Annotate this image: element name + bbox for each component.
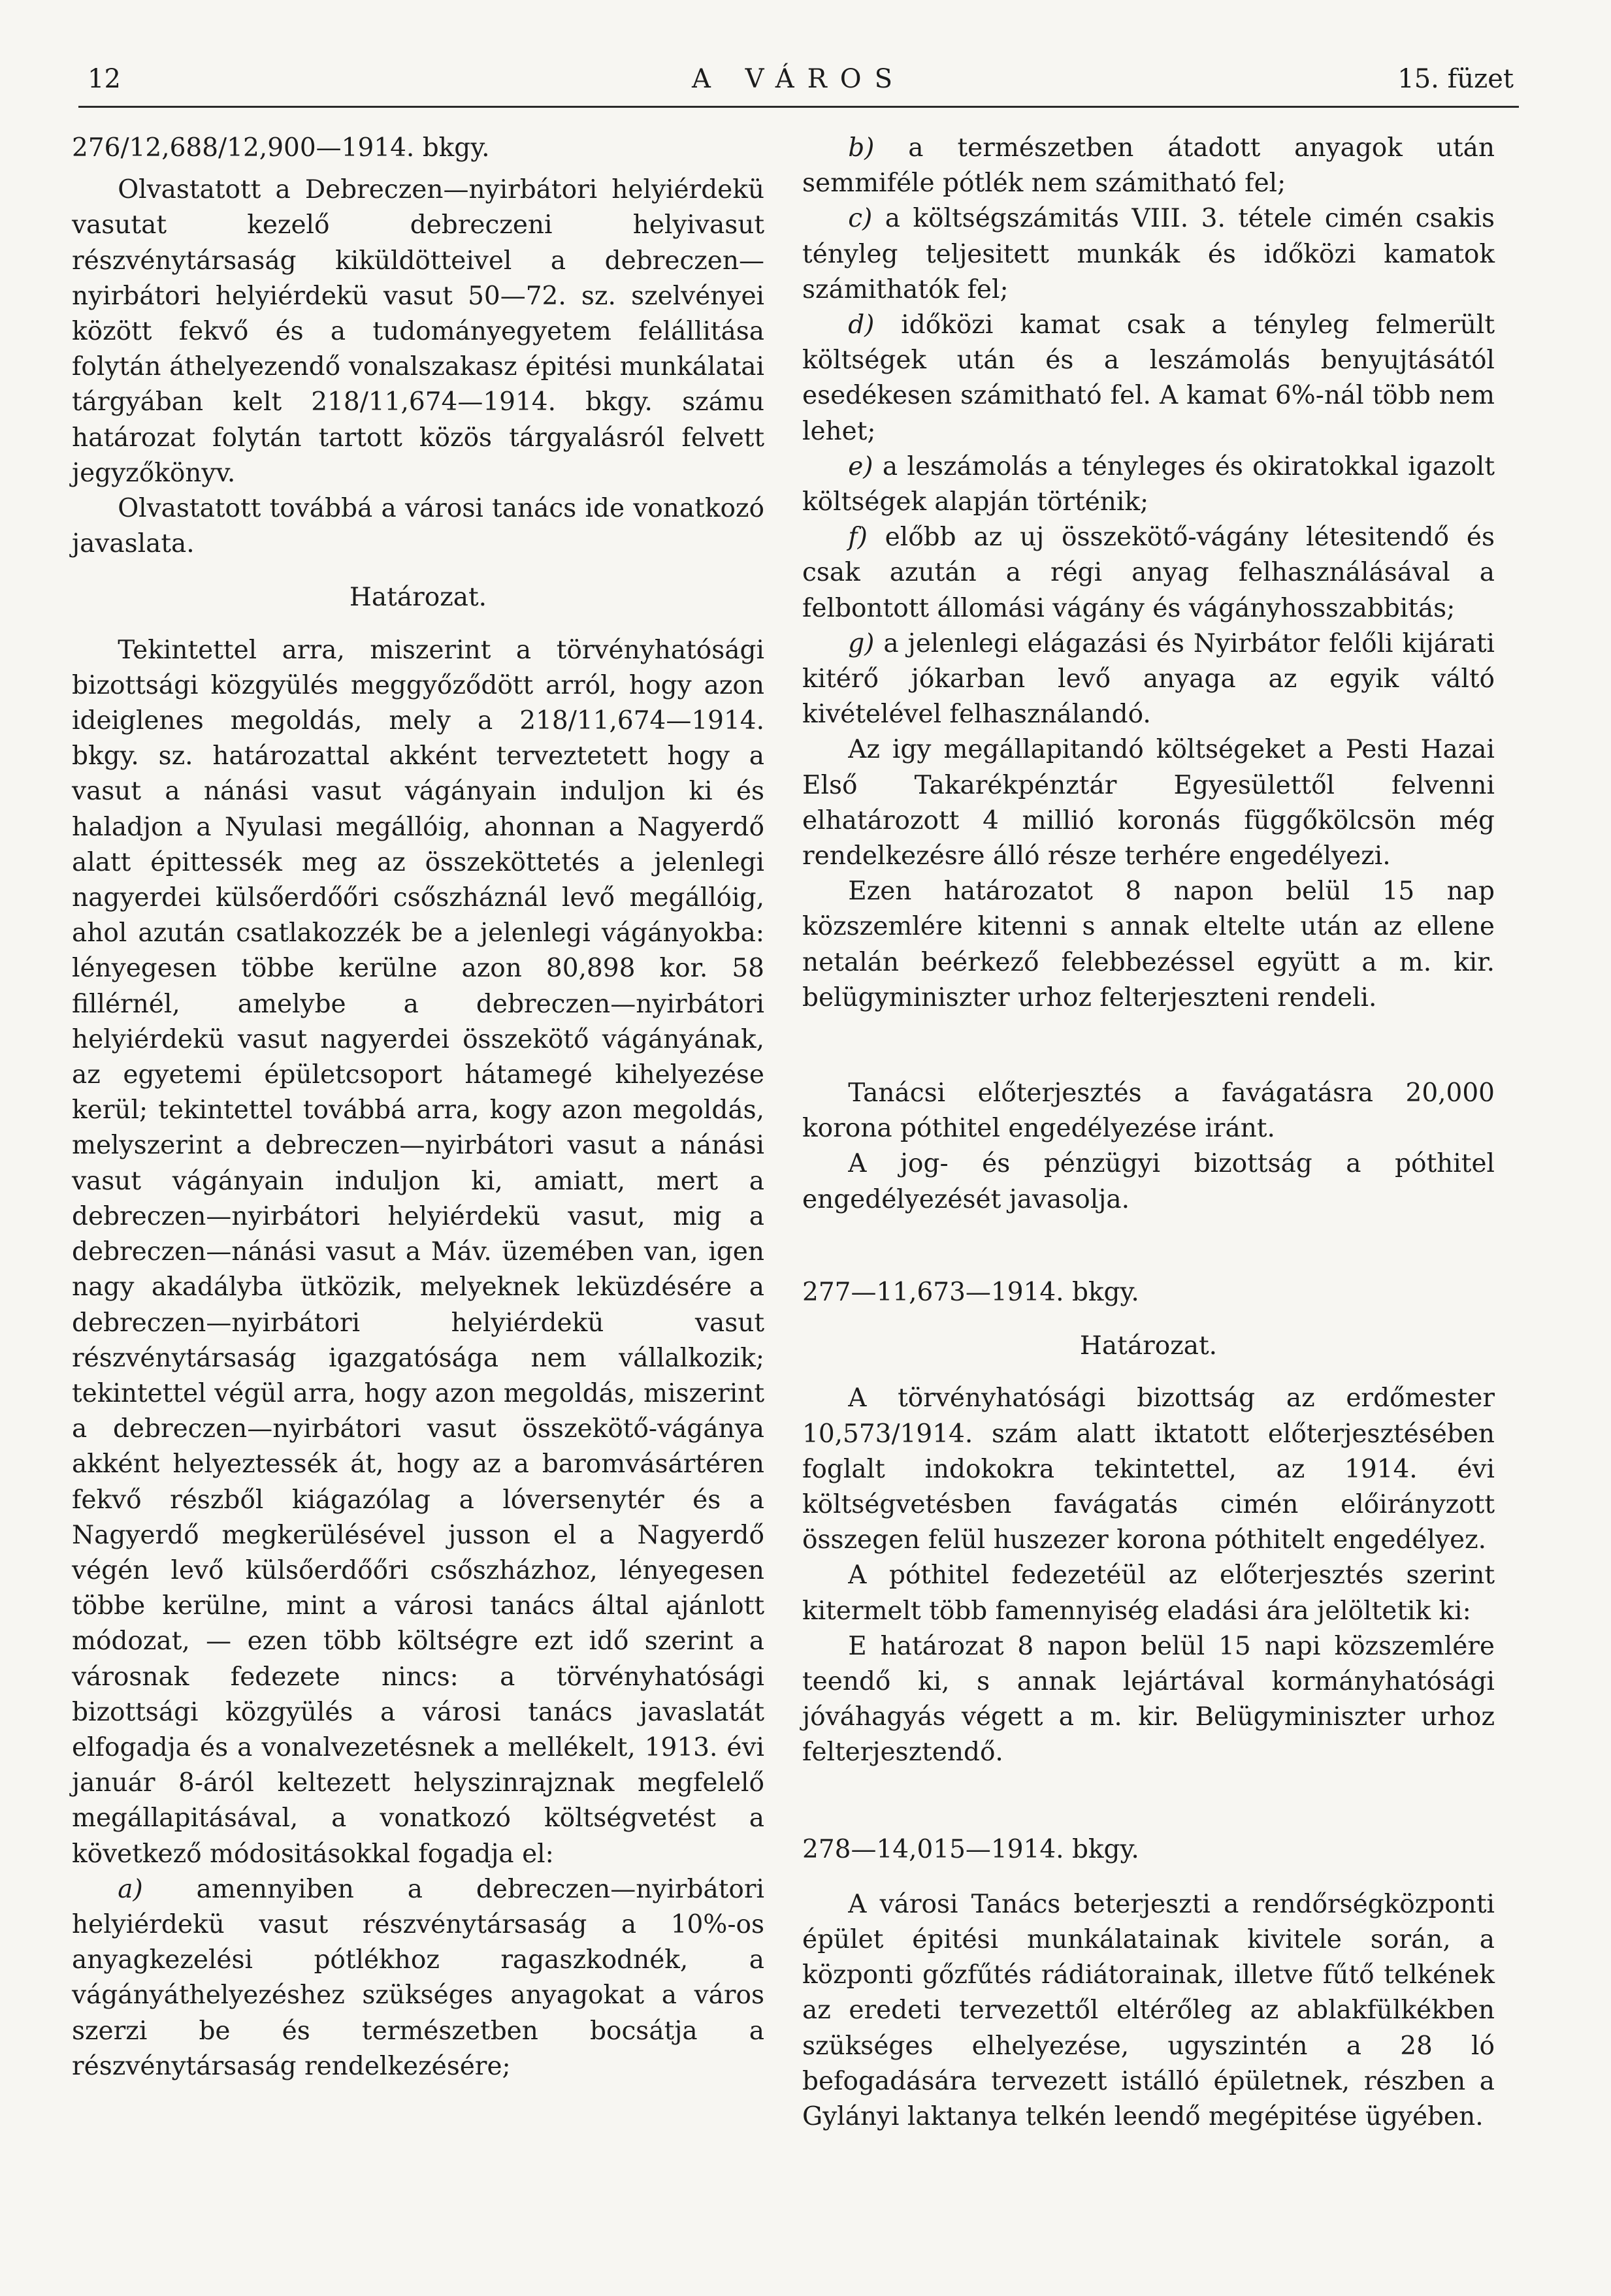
resolution-reference-276: 276/12,688/12,900—1914. bkgy. [72,133,490,163]
item-label: e) [848,451,873,481]
paragraph: E határozat 8 napon belül 15 napi közszemlére teendő ki, s annak lejártával kormányhatósági jóváhagyás végett a m. kir. Belügyminiszter urhoz felterjesztendő. [802,1631,1495,1768]
list-item-d [802,308,1495,449]
item-text: időközi kamat csak a tényleg felmerült költségek után és a leszámolás benyujtásától esedékesen számitható fel. A kamat 6%-nál több nem lehet; [802,310,1495,446]
paragraph: A városi Tanács beterjeszti a rendőrségközponti épület épitési munkálatainak kivitele során, a központi gőzfűtés rádiátorainak, illetve fűtő telkének az eredeti tervezettől eltérőleg az ablakfülkékben szükséges elhelyezése, ugyszintén a 28 ló befogadására tervezett istálló épületnek, részben a Gylányi laktanya telkén leendő megépitése ügyében. [802,1889,1495,2131]
list-item-c [802,201,1495,308]
item-text: előbb az uj összekötő-vágány létesitendő és csak azután a régi anyag felhasználásával a felbontott állomási vágány és vágányhosszabbitás; [802,523,1495,623]
left-column [72,131,764,2084]
item-text: a költségszámitás VIII. 3. tétele cimén csakis tényleg teljesitett munkák és időközi kamatok számithatók fel; [802,204,1495,304]
paragraph: A törvényhatósági bizottság az erdőmester 10,573/1914. szám alatt iktatott előterjesztésében foglalt indokokra tekintettel, az 1914. évi költségvetésben favágatás cimén előirányzott összegen felül huszezer korona póthitelt engedélyez. [802,1383,1495,1555]
item-text: a jelenlegi elágazási és Nyirbátor felőli kijárati kitérő jókarban levő anyaga az egyik váltó kivételével felhasználandó. [802,628,1495,730]
paragraph: Tekintettel arra, miszerint a törvényhatósági bizottsági közgyülés meggyőződött arról, hogy azon ideiglenes megoldás, mely a 218/11,674—1914. bkgy. sz. határozattal akként terveztetett hogy a vasut a nánási vasut vágányain induljon ki és haladjon a Nyulasi megállóig, ahonnan a Nagyerdő alatt épittessék meg az összeköttetés a jelenlegi nagyerdei külsőerdőőri csőszháznál levő megállóig, ahol azután csatlakozzék be a jelenlegi vágányokba: lényegesen többe kerülne azon 80,898 kor. 58 fillérnél, amelybe a debreczen—nyirbátori helyiérdekü vasut nagyerdei összekötő vágányának, az egyetemi épületcsoport hátamegé kihelyezése kerül; tekintettel továbbá arra, kogy azon megoldás, melyszerint a debreczen—nyirbátori vasut a nánási vasut vágányain induljon ki, amiatt, mert a debreczen—nyirbátori helyiérdekü vasut, mig a debreczen—nánási vasut a Máv. üzemében van, igen nagy akadályba ütközik, melyeknek leküzdésére a debreczen—nyirbátori helyiérdekü vasut részvénytársaság igazgatósága nem vállalkozik; tekintettel végül arra, hogy azon megoldás, miszerint a debreczen—nyirbátori vasut összekötő-vágánya akként helyeztessék át, hogy az a baromvásártéren fekvő részből kiágazólag a lóversenytér és a Nagyerdő megkerülésével jusson el a Nagyerdő végén levő külsőerdőőri csőszházhoz, lényegesen többe kerülne, mint a városi tanács által ajánlott módozat, — ezen több költségre ezt idő szerint a városnak fedezete nincs: a törvényhatósági bizottsági közgyülés a városi tanács javaslatát elfogadja és a vonalvezetésnek a mellékelt, 1913. évi január 8-áról keltezett helyszinrajznak megfelelő megállapitásával, a vonatkozó költségvetést a következő módositásokkal fogadja el: [72,635,764,1869]
resolution-reference-277: 277—11,673—1914. bkgy. [802,1277,1139,1307]
item-text: amennyiben a debreczen—nyirbátori helyiérdekü vasut részvénytársaság a 10%-os anyagkezelési pótlékhoz ragaszkodnék, a vágányáthelyezéshez szükséges anyagokat a város szerzi be és természetben bocsátja a részvénytársaság rendelkezésére; [72,1874,764,2081]
item-label: f) [848,523,868,553]
list-item-g [802,626,1495,733]
section-heading: Határozat. [349,583,487,613]
page-header [78,60,1519,108]
paragraph: Olvastatott továbbá a városi tanács ide vonatkozó javaslata. [72,494,764,559]
paragraph: A jog- és pénzügyi bizottság a póthitel engedélyezését javasolja. [802,1149,1495,1214]
right-column [802,131,1495,2135]
paragraph: Ezen határozatot 8 napon belül 15 nap közszemlére kitenni s annak eltelte után az ellene netalán beérkező felebbezéssel együtt a m. kir. belügyminiszter urhoz felterjeszteni rendeli. [802,877,1495,1012]
item-label: d) [848,310,875,340]
list-item-a [72,1872,764,2084]
list-item-e [802,449,1495,520]
item-label: g) [848,628,875,658]
list-item-b [802,131,1495,201]
paragraph: A póthitel fedezetéül az előterjesztés szerint kitermelt több famennyiség eladási ára jelöltetik ki: [802,1560,1495,1626]
resolution-reference-278: 278—14,015—1914. bkgy. [802,1834,1139,1864]
issue-number: 15. füzet [1397,64,1514,94]
item-label: a) [118,1874,143,1904]
paragraph: Tanácsi előterjesztés a favágatásra 20,000 korona póthitel engedélyezése iránt. [802,1078,1495,1144]
section-heading: Határozat. [1079,1331,1218,1361]
paragraph: Az igy megállapitandó költségeket a Pesti Hazai Első Takarékpénztár Egyesülettől felvenni elhatározott 4 millió koronás függőkölcsön még rendelkezésre álló része terhére engedélyezi. [802,735,1495,871]
paragraph: Olvastatott a Debreczen—nyirbátori helyiérdekü vasutat kezelő debreczeni helyivasut részvénytársaság kiküldötteivel a debreczen—nyirbátori helyiérdekü vasut 50—72. sz. szelvényei között fekvő és a tudományegyetem felállitása folytán áthelyezendő vonalszakasz épitési munkálatai tárgyában kelt 218/11,674—1914. bkgy. számu határozat folytán tartott közös tárgyalásról felvett jegyzőkönyv. [72,175,764,488]
list-item-f [802,520,1495,626]
item-label: c) [848,204,873,234]
journal-title: A VÁROS [692,64,905,94]
item-label: b) [848,133,875,163]
item-text: a leszámolás a tényleges és okiratokkal igazolt költségek alapján történik; [802,451,1495,517]
item-text: a természetben átadott anyagok után semmiféle pótlék nem számitható fel; [802,133,1495,199]
page-number: 12 [88,64,121,94]
